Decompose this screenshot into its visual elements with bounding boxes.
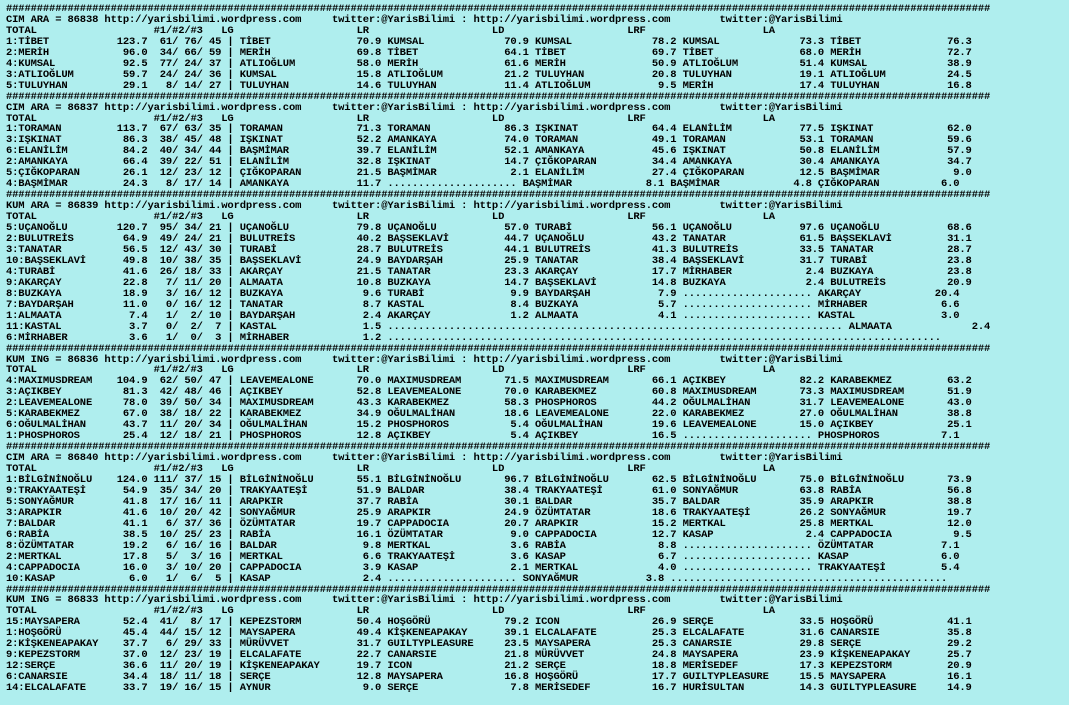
result-row: 2:KİŞKENEAPAKAY 37.7 6/ 29/ 33 | MÜRÜVVET 31.7 GUILTYPLEASURE 23.5 MAYSAPERA 25.3 CANARSIE 29.8 SERÇE 29.2: [6, 638, 972, 651]
result-row: 10:KASAP 6.0 1/ 6/ 5 | KASAP 2.4 ..................... SONYAĞMUR 3.8 .............................................: [6, 572, 948, 585]
result-row: 6:MİRHABER 3.6 1/ 0/ 3 | MİRHABER 1.2 ..........................................................................................: [6, 331, 941, 344]
result-row: 8:BUZKAYA 18.9 3/ 16/ 12 | BUZKAYA 9.6 TURABİ 9.9 BAYDARŞAH 7.9 ..................... AKARÇAY 20.4: [6, 287, 960, 300]
separator-line: ################################################################################################################################################################: [6, 189, 991, 202]
result-row: 4:MAXIMUSDREAM 104.9 62/ 50/ 47 | LEAVEMEALONE 70.0 MAXIMUSDREAM 71.5 MAXIMUSDREAM 66.1 AÇIKBEY 82.2 KARABEKMEZ 63.2: [6, 375, 972, 388]
separator-line: ################################################################################################################################################################: [6, 90, 991, 103]
result-row: 5:UÇANOĞLU 120.7 95/ 34/ 21 | UÇANOĞLU 79.8 UÇANOĞLU 57.0 TURABİ 56.1 UÇANOĞLU 97.6 UÇANOĞLU 68.6: [6, 222, 972, 235]
result-row: 3:IŞKINAT 86.3 38/ 45/ 48 | IŞKINAT 52.2 AMANKAYA 74.0 TORAMAN 49.1 TORAMAN 53.1 TORAMAN 59.6: [6, 134, 972, 147]
result-row: 6:OĞULMALİHAN 43.7 11/ 20/ 34 | OĞULMALİHAN 15.2 PHOSPHOROS 5.4 OĞULMALİHAN 19.6 LEAVEMEALONE 15.0 AÇIKBEY 25.1: [6, 419, 972, 432]
column-header-line: TOTAL #1/#2/#3 LG LR LD LRF LA: [6, 112, 775, 125]
result-row: 12:SERÇE 36.6 11/ 20/ 19 | KİŞKENEAPAKAY 19.7 ICON 21.2 SERÇE 18.8 MERİSEDEF 17.3 KEPEZSTORM 20.9: [6, 660, 972, 673]
result-row: 7:BAYDARŞAH 11.0 0/ 16/ 12 | TANATAR 8.7 KASTAL 8.4 BUZKAYA 5.7 ..................... MİRHABER 6.6: [6, 298, 960, 311]
result-row: 4:KUMSAL 92.5 77/ 24/ 37 | ATLIOĞLUM 58.0 MERİH 61.6 MERİH 50.9 ATLIOĞLUM 51.4 KUMSAL 38.9: [6, 57, 972, 70]
result-row: 3:ARAPKIR 41.6 10/ 20/ 42 | SONYAĞMUR 25.9 ARAPKIR 24.9 ÖZÜMTATAR 18.6 TRAKYAATEŞİ 26.2 SONYAĞMUR 19.7: [6, 506, 972, 519]
result-row: 5:ÇIĞKOPARAN 26.1 12/ 23/ 12 | ÇIĞKOPARAN 21.5 BAŞMİMAR 2.1 ELANİLİM 27.4 ÇIĞKOPARAN 12.5 BAŞMİMAR 9.0: [6, 167, 972, 180]
result-row: 6:CANARSIE 34.4 18/ 11/ 18 | SERÇE 12.8 MAYSAPERA 16.8 HOŞGÖRÜ 17.7 GUILTYPLEASURE 15.5 MAYSAPERA 16.1: [6, 671, 972, 684]
result-row: 2:MERTKAL 17.8 5/ 3/ 16 | MERTKAL 6.6 TRAKYAATEŞİ 3.6 KASAP 6.7 ..................... KASAP 6.0: [6, 550, 960, 563]
result-row: 3:AÇIKBEY 81.3 42/ 48/ 46 | AÇIKBEY 52.8 LEAVEMEALONE 70.0 KARABEKMEZ 60.8 MAXIMUSDREAM 73.3 MAXIMUSDREAM 51.9: [6, 386, 972, 399]
result-row: 15:MAYSAPERA 52.4 41/ 8/ 17 | KEPEZSTORM 50.4 HOŞGÖRÜ 79.2 ICON 26.9 SERÇE 33.5 HOŞGÖRÜ 41.1: [6, 616, 972, 629]
result-row: 1:HOŞGÖRÜ 45.4 44/ 15/ 12 | MAYSAPERA 49.4 KİŞKENEAPAKAY 39.1 ELCALAFATE 25.3 ELCALAFATE 31.6 CANARSIE 35.8: [6, 627, 972, 640]
result-row: 3:TANATAR 56.5 12/ 43/ 30 | TURABİ 28.7 BULUTREİS 44.1 BULUTREİS 41.3 BULUTREİS 33.5 TANATAR 28.7: [6, 243, 972, 256]
result-row: 4:TURABİ 41.6 26/ 18/ 33 | AKARÇAY 21.5 TANATAR 23.3 AKARÇAY 17.7 MİRHABER 2.4 BUZKAYA 23.8: [6, 265, 972, 278]
result-row: 6:RABİA 38.5 10/ 25/ 23 | RABİA 16.1 ÖZÜMTATAR 9.0 CAPPADOCIA 12.7 KASAP 2.4 CAPPADOCIA 9.5: [6, 528, 972, 541]
result-row: 5:SONYAĞMUR 41.8 17/ 16/ 11 | ARAPKIR 37.7 RABİA 30.1 BALDAR 35.7 BALDAR 35.9 ARAPKIR 38.8: [6, 495, 972, 508]
result-row: 6:ELANİLİM 84.2 40/ 34/ 44 | BAŞMİMAR 39.7 ELANİLİM 52.1 AMANKAYA 45.6 IŞKINAT 50.8 ELANİLİM 57.9: [6, 145, 972, 158]
separator-line: ################################################################################################################################################################: [6, 342, 991, 355]
race-header-line: CIM ARA = 86837 http://yarisbilimi.wordpress.com twitter:@YarisBilimi : http://yarisbilimi.wordpress.com twitter:@YarisBilimi: [6, 101, 843, 114]
race-header-line: CIM ARA = 86838 http://yarisbilimi.wordpress.com twitter:@YarisBilimi : http://yarisbilimi.wordpress.com twitter:@YarisBilimi: [6, 13, 843, 26]
column-header-line: TOTAL #1/#2/#3 LG LR LD LRF LA: [6, 24, 775, 37]
result-row: 11:KASTAL 3.7 0/ 2/ 7 | KASTAL 1.5 .......................................................................... ALMAATA 2.4: [6, 320, 991, 333]
result-row: 10:BAŞSEKLAVİ 49.8 10/ 38/ 35 | BAŞSEKLAVİ 24.9 BAYDARŞAH 25.9 TANATAR 38.4 BAŞSEKLAVİ 31.7 TURABİ 23.8: [6, 254, 972, 267]
result-row: 9:KEPEZSTORM 37.0 12/ 23/ 19 | ELCALAFATE 22.7 CANARSIE 21.8 MÜRÜVVET 24.8 MAYSAPERA 23.9 KİŞKENEAPAKAY 25.7: [6, 649, 972, 662]
race-header-line: CIM ARA = 86840 http://yarisbilimi.wordpress.com twitter:@YarisBilimi : http://yarisbilimi.wordpress.com twitter:@YarisBilimi: [6, 452, 843, 465]
separator-line: ################################################################################################################################################################: [6, 3, 991, 15]
result-row: 1:TİBET 123.7 61/ 76/ 45 | TİBET 70.9 KUMSAL 70.9 KUMSAL 78.2 KUMSAL 73.3 TİBET 76.3: [6, 35, 972, 48]
race-header-line: KUM ARA = 86839 http://yarisbilimi.wordpress.com twitter:@YarisBilimi : http://yarisbilimi.wordpress.com twitter:@YarisBilimi: [6, 200, 843, 213]
column-header-line: TOTAL #1/#2/#3 LG LR LD LRF LA: [6, 364, 775, 377]
result-row: 4:CAPPADOCIA 16.0 3/ 10/ 20 | CAPPADOCIA 3.9 KASAP 2.1 MERTKAL 4.0 ..................... TRAKYAATEŞİ 5.4: [6, 561, 960, 574]
result-row: 8:ÖZÜMTATAR 19.2 6/ 16/ 16 | BALDAR 9.8 MERTKAL 3.6 RABİA 8.8 ..................... ÖZÜMTATAR 7.1: [6, 539, 960, 552]
result-row: 9:AKARÇAY 22.8 7/ 11/ 20 | ALMAATA 10.8 BUZKAYA 14.7 BAŞSEKLAVİ 14.8 BUZKAYA 2.4 BULUTREİS 20.9: [6, 276, 972, 289]
result-row: 1:ALMAATA 7.4 1/ 2/ 10 | BAYDARŞAH 2.4 AKARÇAY 1.2 ALMAATA 4.1 ..................... KASTAL 3.0: [6, 309, 960, 322]
separator-line: ################################################################################################################################################################: [6, 583, 991, 596]
result-row: 2:BULUTREİS 64.9 49/ 24/ 21 | BULUTREİS 40.2 BAŞSEKLAVİ 44.7 UÇANOĞLU 43.2 TANATAR 61.5 BAŞSEKLAVİ 31.1: [6, 233, 972, 246]
separator-line: ################################################################################################################################################################: [6, 441, 991, 454]
result-row: 5:TULUYHAN 29.1 8/ 14/ 27 | TULUYHAN 14.6 TULUYHAN 11.4 ATLIOĞLUM 9.5 MERİH 17.4 TULUYHAN 16.8: [6, 79, 972, 92]
result-row: 2:LEAVEMEALONE 78.0 39/ 50/ 34 | MAXIMUSDREAM 43.3 KARABEKMEZ 58.3 PHOSPHOROS 44.2 OĞULMALİHAN 31.7 LEAVEMEALONE 43.0: [6, 397, 972, 410]
result-row: 7:BALDAR 41.1 6/ 37/ 36 | ÖZÜMTATAR 19.7 CAPPADOCIA 20.7 ARAPKIR 15.2 MERTKAL 25.8 MERTKAL 12.0: [6, 517, 972, 530]
result-row: 14:ELCALAFATE 33.7 19/ 16/ 15 | AYNUR 9.0 SERÇE 7.8 MERİSEDEF 16.7 HURİSULTAN 14.3 GUILTYPLEASURE 14.9: [6, 682, 972, 695]
result-row: 1:TORAMAN 113.7 67/ 63/ 35 | TORAMAN 71.3 TORAMAN 86.3 IŞKINAT 64.4 ELANİLİM 77.5 IŞKINAT 62.0: [6, 123, 972, 136]
result-row: 1:PHOSPHOROS 25.4 12/ 18/ 21 | PHOSPHOROS 12.8 AÇIKBEY 5.4 AÇIKBEY 16.5 ..................... PHOSPHOROS 7.1: [6, 430, 960, 443]
race-header-line: KUM ING = 86833 http://yarisbilimi.wordpress.com twitter:@YarisBilimi : http://yarisbilimi.wordpress.com twitter:@YarisBilimi: [6, 594, 843, 607]
race-header-line: KUM ING = 86836 http://yarisbilimi.wordpress.com twitter:@YarisBilimi : http://yarisbilimi.wordpress.com twitter:@YarisBilimi: [6, 353, 843, 366]
result-row: 2:MERİH 96.0 34/ 66/ 59 | MERİH 69.8 TİBET 64.1 TİBET 69.7 TİBET 68.0 MERİH 72.7: [6, 46, 972, 59]
result-row: 4:BAŞMİMAR 24.3 8/ 17/ 14 | AMANKAYA 11.7 ..................... BAŞMİMAR 8.1 BAŞMİMAR 4.8 ÇIĞKOPARAN 6.0: [6, 178, 960, 191]
result-row: 9:TRAKYAATEŞİ 54.9 35/ 34/ 20 | TRAKYAATEŞİ 51.9 BALDAR 38.4 TRAKYAATEŞİ 61.0 SONYAĞMUR 63.8 RABİA 56.8: [6, 484, 972, 497]
result-row: 5:KARABEKMEZ 67.0 38/ 18/ 22 | KARABEKMEZ 34.9 OĞULMALİHAN 18.6 LEAVEMEALONE 22.0 KARABEKMEZ 27.0 OĞULMALİHAN 38.8: [6, 408, 972, 421]
result-row: 1:BİLGİNİNOĞLU 124.0 111/ 37/ 15 | BİLGİNİNOĞLU 55.1 BİLGİNİNOĞLU 96.7 BİLGİNİNOĞLU 62.5 BİLGİNİNOĞLU 75.0 BİLGİNİNOĞLU 73.9: [6, 473, 972, 486]
column-header-line: TOTAL #1/#2/#3 LG LR LD LRF LA: [6, 211, 775, 224]
column-header-line: TOTAL #1/#2/#3 LG LR LD LRF LA: [6, 463, 775, 476]
column-header-line: TOTAL #1/#2/#3 LG LR LD LRF LA: [6, 605, 775, 618]
result-row: 2:AMANKAYA 66.4 39/ 22/ 51 | ELANİLİM 32.8 IŞKINAT 14.7 ÇIĞKOPARAN 34.4 AMANKAYA 30.4 AMANKAYA 34.7: [6, 156, 972, 169]
result-row: 3:ATLIOĞLUM 59.7 24/ 24/ 36 | KUMSAL 15.8 ATLIOĞLUM 21.2 TULUYHAN 20.8 TULUYHAN 19.1 ATLIOĞLUM 24.5: [6, 68, 972, 81]
